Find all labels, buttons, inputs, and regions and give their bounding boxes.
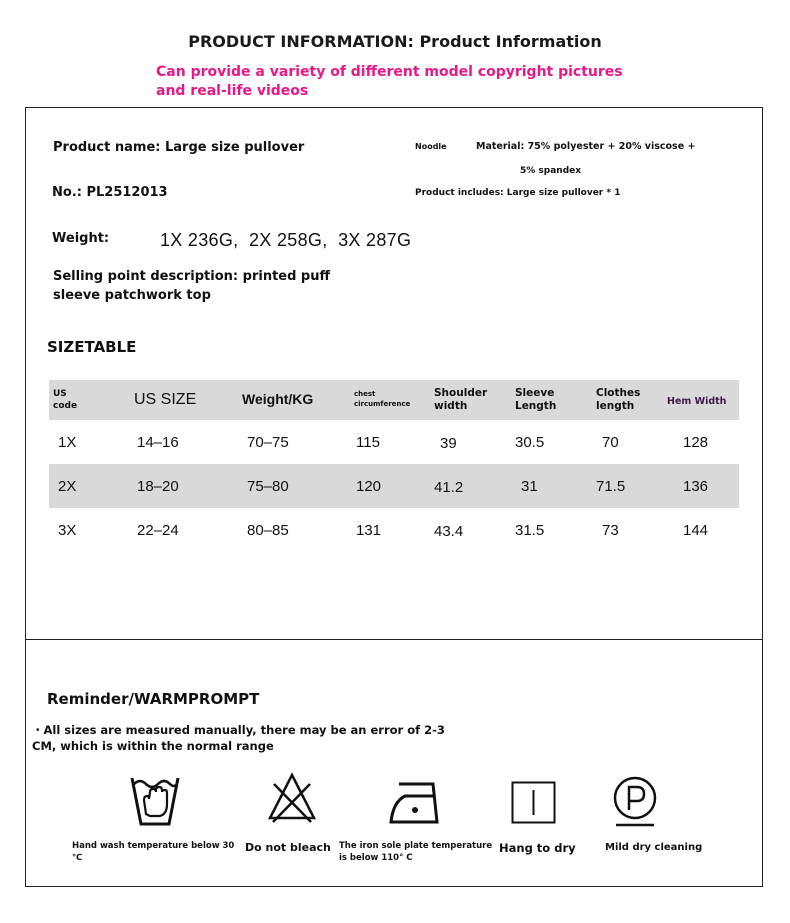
iron-icon: [389, 780, 441, 826]
table-row: [49, 464, 739, 508]
weight-label: Weight:: [52, 231, 110, 246]
cell: 30.5: [515, 433, 545, 451]
header-shoulder: Shoulder width: [434, 386, 488, 412]
care-label-dry-clean: Mild dry cleaning: [605, 842, 703, 853]
noodle-label: Noodle: [415, 142, 447, 151]
header-us-code: US code: [53, 388, 78, 411]
cell: 70: [602, 433, 619, 451]
selling-point: Selling point description: printed puff sleeve patchwork top: [53, 269, 331, 303]
promo-text: Can provide a variety of different model copyright pictures and real-life videos: [156, 64, 623, 99]
cell: 71.5: [596, 477, 626, 495]
hang-dry-icon: [511, 781, 556, 824]
cell: 31: [521, 477, 538, 495]
cell: 120: [356, 477, 382, 495]
header-clothes-length: Clothes length: [596, 386, 641, 412]
header-hem-width: Hem Width: [667, 396, 727, 407]
cell: 39: [440, 435, 457, 452]
table-header-row: [49, 380, 739, 420]
cell: 3X: [58, 521, 77, 539]
care-label-iron: The iron sole plate temperature is below 110° C: [339, 841, 493, 863]
reminder-heading: Reminder/WARMPROMPT: [47, 690, 260, 708]
product-number: No.: PL2512013: [52, 185, 168, 200]
cell: 18–20: [137, 477, 179, 495]
material-line-2: 5% spandex: [520, 166, 582, 176]
cell: 22–24: [137, 521, 179, 539]
care-label-no-bleach: Do not bleach: [245, 841, 331, 854]
reminder-text: ・All sizes are measured manually, there may be an error of 2-3 CM, which is within the normal range: [32, 723, 445, 753]
cell: 2X: [58, 477, 77, 495]
header-weight: Weight/KG: [242, 391, 314, 407]
do-not-bleach-icon: [267, 772, 317, 824]
care-label-hand-wash: Hand wash temperature below 30 ℃: [72, 841, 235, 863]
cell: 41.2: [434, 479, 464, 496]
cell: 136: [683, 477, 709, 495]
product-includes: Product includes: Large size pullover * 1: [415, 188, 621, 198]
care-label-hang-dry: Hang to dry: [499, 841, 576, 855]
cell: 80–85: [247, 521, 289, 539]
cell: 31.5: [515, 521, 545, 539]
weight-value: 1X 236G, 2X 258G, 3X 287G: [160, 230, 412, 250]
cell: 128: [683, 433, 709, 451]
dry-clean-icon: [612, 774, 660, 828]
cell: 43.4: [434, 523, 464, 540]
cell: 131: [356, 521, 382, 539]
cell: 144: [683, 521, 709, 539]
size-table: [49, 380, 739, 552]
cell: 73: [602, 521, 619, 539]
sizetable-heading: SIZETABLE: [47, 338, 137, 356]
cell: 115: [356, 433, 380, 451]
product-name: Product name: Large size pullover: [53, 140, 305, 155]
header-chest: chest circumference: [354, 390, 411, 408]
table-row: [49, 508, 739, 552]
table-row: [49, 420, 739, 464]
material-line-1: Material: 75% polyester + 20% viscose +: [476, 141, 696, 152]
header-sleeve: Sleeve Length: [515, 386, 557, 412]
hand-wash-icon: [130, 774, 180, 828]
cell: 14–16: [137, 433, 179, 451]
cell: 1X: [58, 433, 77, 451]
header-us-size: US SIZE: [134, 391, 197, 408]
cell: 75–80: [247, 477, 289, 495]
page-title: PRODUCT INFORMATION: Product Information: [188, 32, 602, 51]
cell: 70–75: [247, 433, 289, 451]
